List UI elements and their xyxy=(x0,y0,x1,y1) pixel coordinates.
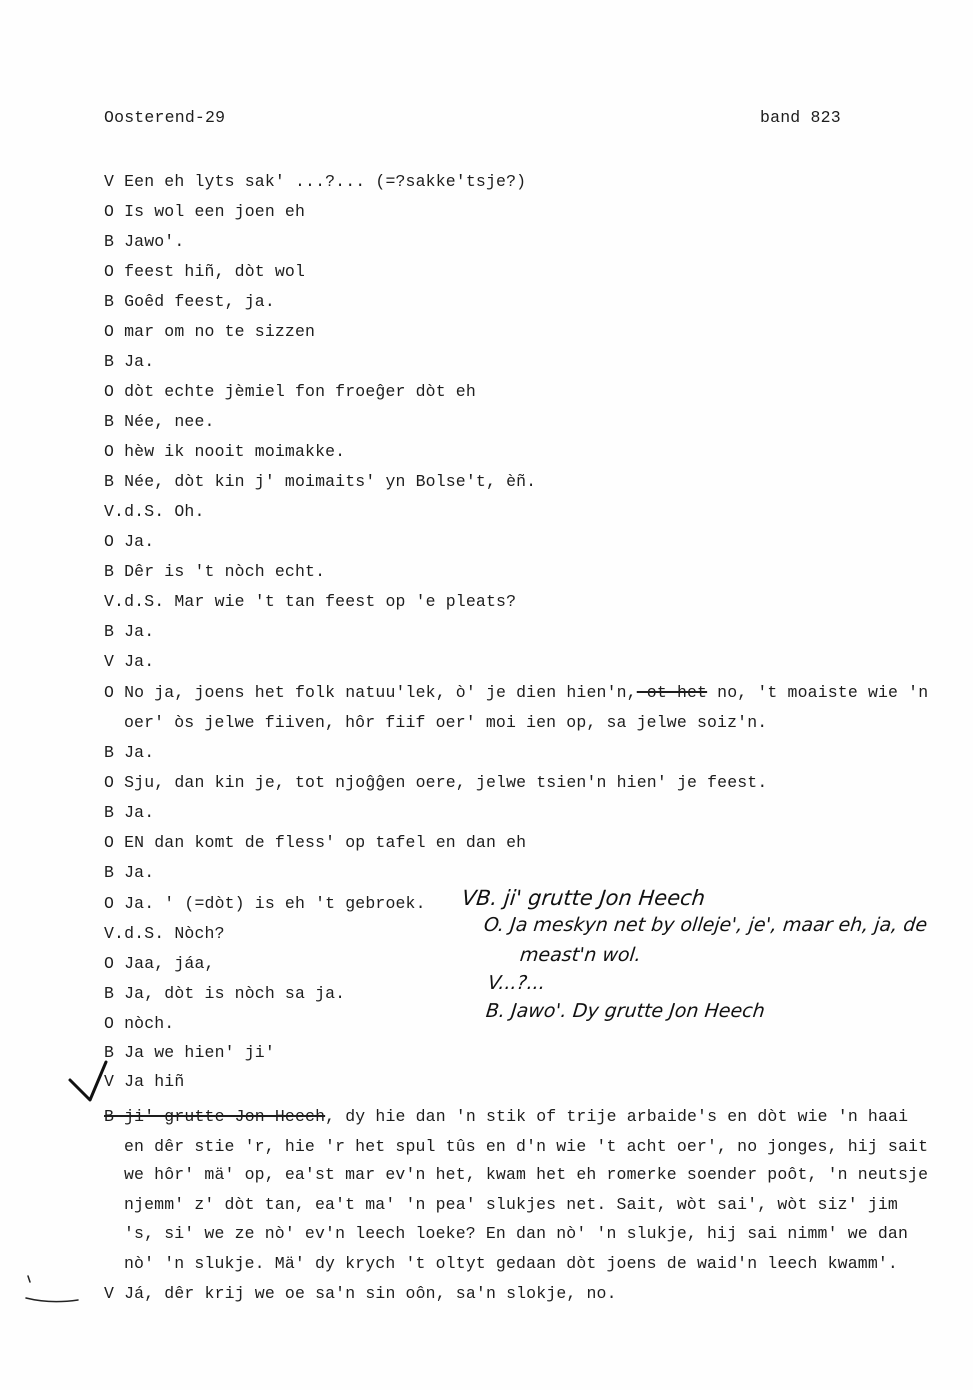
transcript-line: B Dêr is 't nòch echt. xyxy=(104,562,326,581)
transcript-line: B Ja we hien' ji' xyxy=(104,1043,275,1062)
transcript-line: B Ja. xyxy=(104,622,155,641)
transcript-line: oer' òs jelwe fiiven, hôr fiif oer' moi ien op, sa jelwe soiz'n. xyxy=(124,713,768,732)
transcript-line: 's, si' we ze nò' ev'n leech loeke? En dan nò' 'n slukje, hij sai nimm' we dan xyxy=(124,1224,909,1243)
check-mark-icon xyxy=(66,1060,116,1110)
transcript-line: B Ja. xyxy=(104,863,155,882)
transcript-line: O feest hiñ, dòt wol xyxy=(104,262,306,281)
line-text-continued: no, 't moaiste wie 'n xyxy=(707,683,929,702)
transcript-line xyxy=(104,1107,908,1127)
transcript-line: nò' 'n slukje. Mä' dy krych 't oltyt gedaan dòt joens de waid'n leech kwamm'. xyxy=(124,1254,898,1273)
margin-stroke-icon xyxy=(20,1274,84,1308)
transcript-line: B Ja, dòt is nòch sa ja. xyxy=(104,984,346,1003)
transcript-line: B Ja. xyxy=(104,352,155,371)
struck-text: B ji' grutte Jon Heech xyxy=(104,1107,326,1126)
transcript-line: B Née, dòt kin j' moimaits' yn Bolse't, èñ. xyxy=(104,472,537,491)
transcript-line: O dòt echte jèmiel fon froeĝer dòt eh xyxy=(104,382,476,401)
transcript-line: B Jawo'. xyxy=(104,232,185,251)
transcript-line: we hôr' mä' op, ea'st mar ev'n het, kwam het eh romerke soender poôt, 'n neutsje xyxy=(124,1165,929,1184)
handwritten-note: B. Jawo'. Dy grutte Jon Heech xyxy=(484,1000,766,1022)
header-left: Oosterend-29 xyxy=(104,108,226,127)
transcript-line: njemm' z' dòt tan, ea't ma' 'n pea' slukjes net. Sait, wòt sai', wòt siz' jim xyxy=(124,1195,898,1214)
transcript-line: V.d.S. Oh. xyxy=(104,502,205,521)
transcript-line xyxy=(104,683,928,703)
transcript-line: O nòch. xyxy=(104,1014,175,1033)
transcript-line: O Ja. ' (=dòt) is eh 't gebroek. xyxy=(104,894,426,913)
transcript-line: O hèw ik nooit moimakke. xyxy=(104,442,346,461)
header-right: band 823 xyxy=(760,108,841,127)
line-text: O No ja, joens het folk natuu'lek, ò' je dien hien'n, xyxy=(104,683,637,702)
transcript-line: B Ja. xyxy=(104,803,155,822)
handwritten-note: V...?... xyxy=(486,972,547,994)
handwritten-note: O. Ja meskyn net by olleje', je', maar eh, ja, de xyxy=(482,914,929,936)
transcript-line: O Is wol een joen eh xyxy=(104,202,306,221)
transcript-line: O mar om no te sizzen xyxy=(104,322,316,341)
transcript-line: V.d.S. Nòch? xyxy=(104,924,225,943)
transcript-line: V Ja. xyxy=(104,652,155,671)
transcript-line: B Ja. xyxy=(104,743,155,762)
transcript-line: en dêr stie 'r, hie 'r het spul tûs en d'n wie 't acht oer', no jonges, hij sait xyxy=(124,1137,929,1156)
transcript-line: B Née, nee. xyxy=(104,412,215,431)
transcript-line: O Jaa, jáa, xyxy=(104,954,215,973)
transcript-line: O Ja. xyxy=(104,532,155,551)
transcript-line: O Sju, dan kin je, tot njoĝĝen oere, jelwe tsien'n hien' je feest. xyxy=(104,773,768,792)
line-text: , dy hie dan 'n stik of trije arbaide's en dòt wie 'n haai xyxy=(325,1107,909,1126)
transcript-line: B Goêd feest, ja. xyxy=(104,292,275,311)
transcript-line: O EN dan komt de fless' op tafel en dan eh xyxy=(104,833,527,852)
handwritten-note: VB. ji' grutte Jon Heech xyxy=(460,886,707,910)
transcript-line: V Een eh lyts sak' ...?... (=?sakke'tsje?) xyxy=(104,172,527,191)
transcript-line: V.d.S. Mar wie 't tan feest op 'e pleats? xyxy=(104,592,517,611)
handwritten-note: meast'n wol. xyxy=(518,944,643,966)
transcript-line: V Ja hiñ xyxy=(104,1072,185,1091)
struck-text: ot het xyxy=(636,683,708,702)
transcript-line: V Já, dêr krij we oe sa'n sin oôn, sa'n slokje, no. xyxy=(104,1284,617,1303)
